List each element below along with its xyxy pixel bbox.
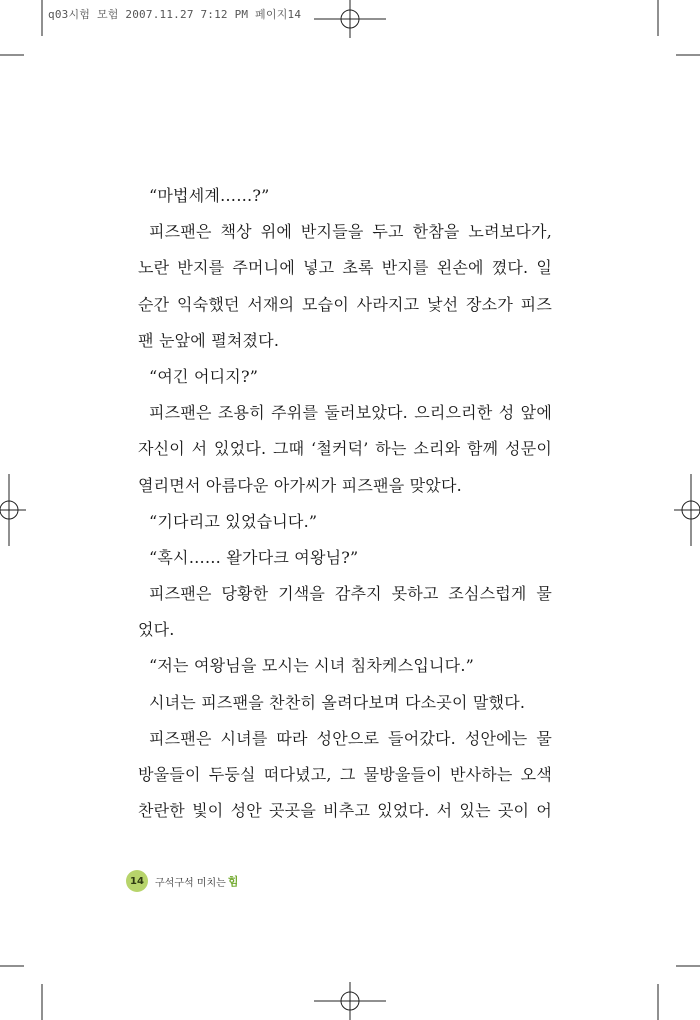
text-line: 피즈팬은 당황한 기색을 감추지 못하고 조심스럽게 물 (149, 584, 552, 604)
page-footer (126, 870, 238, 892)
dialogue-line: “혹시…… 왈가다크 여왕님?” (149, 547, 359, 567)
series-title: 구석구석 미치는 (155, 877, 226, 889)
text-line: 었다. (138, 620, 175, 640)
text-line: 열리면서 아름다운 아가씨가 피즈팬을 맞았다. (138, 475, 462, 495)
registration-mark-right (674, 474, 700, 546)
registration-mark-bottom (314, 982, 386, 1020)
text-line: 방울들이 두둥실 떠다녔고, 그 물방울들이 반사하는 오색 (138, 765, 552, 784)
dialogue-line: “여긴 어디지?” (149, 366, 259, 386)
registration-mark-left (0, 474, 26, 546)
text-line: 피즈팬은 시녀를 따라 성안으로 들어갔다. 성안에는 물 (149, 728, 552, 748)
body-text (138, 178, 552, 829)
text-line: 시녀는 피즈팬을 찬찬히 올려다보며 다소곳이 말했다. (149, 692, 526, 712)
dialogue-line: “기다리고 있었습니다.” (149, 511, 318, 531)
text-line: 팬 눈앞에 펼쳐졌다. (138, 330, 280, 350)
dialogue-line: “저는 여왕님을 모시는 시녀 침차케스입니다.” (149, 656, 474, 676)
dialogue-line: “마법세계……?” (149, 186, 270, 205)
page-number-badge: 14 (126, 870, 148, 892)
printer-slug: q03시험 모험 2007.11.27 7:12 PM 페이지14 (48, 8, 302, 21)
text-line: 노란 반지를 주머니에 넣고 초록 반지를 왼손에 꼈다. 일 (138, 258, 552, 278)
series-title-accent: 힘 (227, 875, 239, 888)
registration-mark-top (314, 0, 386, 38)
text-line: 순간 익숙했던 서재의 모습이 사라지고 낯선 장소가 피즈 (138, 294, 552, 314)
text-line: 찬란한 빛이 성안 곳곳을 비추고 있었다. 서 있는 곳이 어 (138, 801, 552, 821)
text-line: 자신이 서 있었다. 그때 ‘철커덕’ 하는 소리와 함께 성문이 (138, 439, 552, 459)
text-line: 피즈팬은 책상 위에 반지들을 두고 한참을 노려보다가, (149, 222, 552, 242)
text-line: 피즈팬은 조용히 주위를 둘러보았다. 으리으리한 성 앞에 (149, 403, 552, 423)
